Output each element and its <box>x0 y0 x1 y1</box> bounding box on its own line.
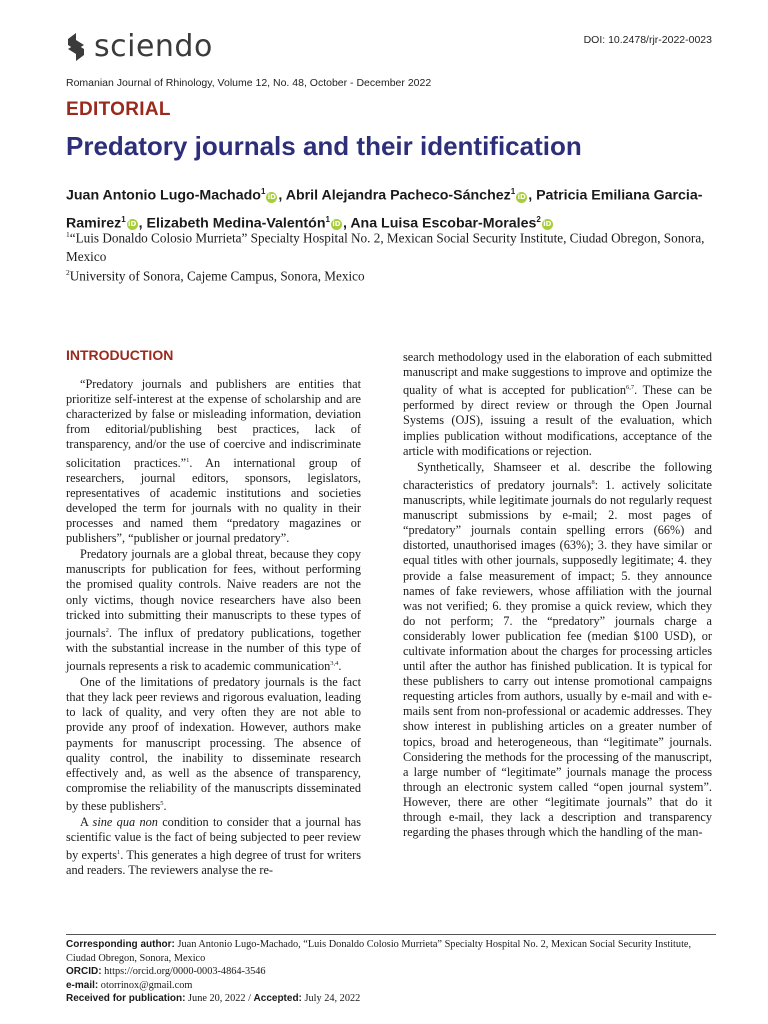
author-name: Elizabeth Medina-Valentón <box>146 215 326 232</box>
section-heading-introduction: INTRODUCTION <box>66 347 174 363</box>
body-column-left <box>66 348 361 880</box>
author-affiliation-mark: 1 <box>260 187 266 196</box>
affiliation <box>66 263 706 285</box>
affiliation-text: University of Sonora, Cajeme Campus, Sonora, Mexico <box>69 268 365 284</box>
author-affiliation-mark: 1 <box>121 214 126 224</box>
body-paragraph: “Predatory journals and publishers are entities that prioritize self-interest at the expense of scholarship and are characterized by false or misleading information, deviation from editorial/publishing best practices, lack of transparency, and/or the use of coercive and indiscriminate solicitation practices.”$^1$. An international group of researchers, journal editors, sponsors, legislators, representatives of academic institutions and societies developed the term for journals with no quality in their processes and named them “predatory magazines or publishers”, “publisher or journal predatory”. <box>66 377 361 546</box>
article-title: Predatory journals and their identification <box>66 131 582 161</box>
orcid-link[interactable]: https://orcid.org/0000-0003-4864-3546 <box>101 966 266 978</box>
orcid-line: ORCID: https://orcid.org/0000-0003-4864-3546 <box>66 966 266 978</box>
body-paragraph: search methodology used in the elaboration of each submitted manuscript and make suggestions to improve and optimize the quality of what is accepted for publication$^{6,7}$. These can be performed by direct review or through the Open Journal Systems (OJS), issuing a result of the evaluation, which implies publication without modifications, acceptance of the article with modifications or rejection. <box>403 350 712 458</box>
citation-ref: 6,7 <box>626 384 635 392</box>
email-link[interactable]: otorrinox@gmail.com <box>98 979 193 991</box>
author-affiliation-mark: 2 <box>536 214 541 224</box>
body-paragraph: Predatory journals are a global threat, because they copy manuscripts for publication for fees, without performing the promised quality controls. Naive readers are not the only victims, though novice researchers have also been tricked into submitting their manuscripts to these types of journals$^2$. The influx of predatory publications, together with the substantial increase in the number of this type of journals represents a risk to academic communication$^{3,4}$. <box>66 547 361 674</box>
corresponding-author: Corresponding author: Juan Antonio Lugo-Machado, “Luis Donaldo Colosio Murrieta” Specialty Hospital No. 2, Mexican Social Security Institute, Ciudad Obregon, Sonora, Mexico <box>66 939 692 964</box>
latin-phrase: sine qua non <box>92 815 158 830</box>
affiliation-mark: 1 <box>66 230 70 239</box>
body-paragraph: One of the limitations of predatory journals is the fact that they lack peer reviews and rigorous evaluation, leading to lack of quality, and very often they are not able to provide any proof of indexation. However, authors make payments for manuscript processing. The absence of quality control, the inability to disseminate research effectively and, as well as the absence of transparency, compromise the reliability of the manuscripts disseminated by these publishers$^5$. <box>66 675 361 813</box>
correspondence-footer <box>66 938 716 1006</box>
footer-divider <box>66 934 716 935</box>
affiliation-text: “Luis Donaldo Colosio Murrieta” Specialty Hospital No. 2, Mexican Social Security Institute, Ciudad Obregon, Sonora, Mexico <box>66 230 705 265</box>
orcid-icon[interactable]: iD <box>543 220 552 229</box>
affiliation <box>66 225 706 266</box>
orcid-icon[interactable]: iD <box>517 192 526 201</box>
publication-dates: Received for publication: June 20, 2022 / Accepted: July 24, 2022 <box>66 993 361 1005</box>
citation-ref: 2 <box>105 626 109 634</box>
orcid-icon[interactable]: iD <box>332 220 341 229</box>
affiliation-mark: 2 <box>66 268 70 277</box>
author-name: Patricia Emiliana Garcia-Ramirez <box>66 187 703 232</box>
body-column-right <box>403 350 712 841</box>
citation-ref: 3,4 <box>330 659 339 667</box>
author-name: Abril Alejandra Pacheco-Sánchez <box>285 187 511 204</box>
logo-text: sciendo <box>94 29 213 64</box>
author-list: Juan Antonio Lugo-Machado$^1$iD , Abril Alejandra Pacheco-Sánchez$^1$iD , Patricia Emiliana Garcia-Ramirez$^1$iD , Elizabeth Medina-Valentón$^1$iD , Ana Luisa Escobar-Morales$^2$iD <box>66 187 703 232</box>
journal-citation: Romanian Journal of Rhinology, Volume 12, No. 48, October - December 2022 <box>66 77 432 89</box>
author-name: Ana Luisa Escobar-Morales <box>350 215 537 232</box>
email-line: e-mail: otorrinox@gmail.com <box>66 979 193 991</box>
author-name: Juan Antonio Lugo-Machado <box>66 187 261 204</box>
body-paragraph: A sine qua non condition to consider that a journal has scientific value is the fact of being subjected to peer review by experts$^1$. This generates a high degree of trust for writers and readers. The reviewers analyse the re- <box>66 815 362 878</box>
citation-ref: 8 <box>591 478 595 486</box>
citation-ref: 1 <box>117 849 121 857</box>
orcid-icon[interactable]: iD <box>128 220 137 229</box>
author-affiliation-mark: 1 <box>510 187 516 196</box>
section-label: EDITORIAL <box>66 99 171 120</box>
sciendo-logo-icon <box>64 31 88 63</box>
doi[interactable]: DOI: 10.2478/rjr-2022-0023 <box>583 34 712 46</box>
body-paragraph: Synthetically, Shamseer et al. describe the following characteristics of predatory journals$^8$: 1. actively solicitate manuscripts, while legitimate journals do not regularly request manuscript submissions by e-mail; 2. most pages of “predatory” journals contain spelling errors (66%) and distorted, unauthorised images (63%); 3. they have similar or equal titles with other journals, supposedly legitimate; 4. they provide a false measurement of impact; 5. they announce names of fake reviewers, whose affiliation with the journal was not verified; 6. they promise a quick review, which they do not perform; 7. the “predatory” journals charge a considerably lower publication fee (median $100 USD), or cultivate information about the charges for processing articles until after the author has finished publication. It is typical for these publishers to carry out intense promotional campaigns requesting articles from authors, usually by e-mail and with e-mails sent from non-professional or academic addresses. They show interest in publishing articles on a greater number of topics, broad and heterogeneous, than “legitimate” journals. Considering the methods for the processing of the manuscript, a large number of “legitimate” journals manage the process through an electronic system called “open journal system”. However, there are other “legitimate journals” that do it through e-mail, they lack a description and transparency regarding the phases through which the handling of the man- <box>403 459 712 840</box>
publisher-logo[interactable] <box>64 30 213 64</box>
citation-ref: 1 <box>186 456 190 464</box>
citation-ref: 5 <box>160 799 164 807</box>
author-affiliation-mark: 1 <box>325 214 330 224</box>
orcid-icon[interactable]: iD <box>267 192 276 201</box>
